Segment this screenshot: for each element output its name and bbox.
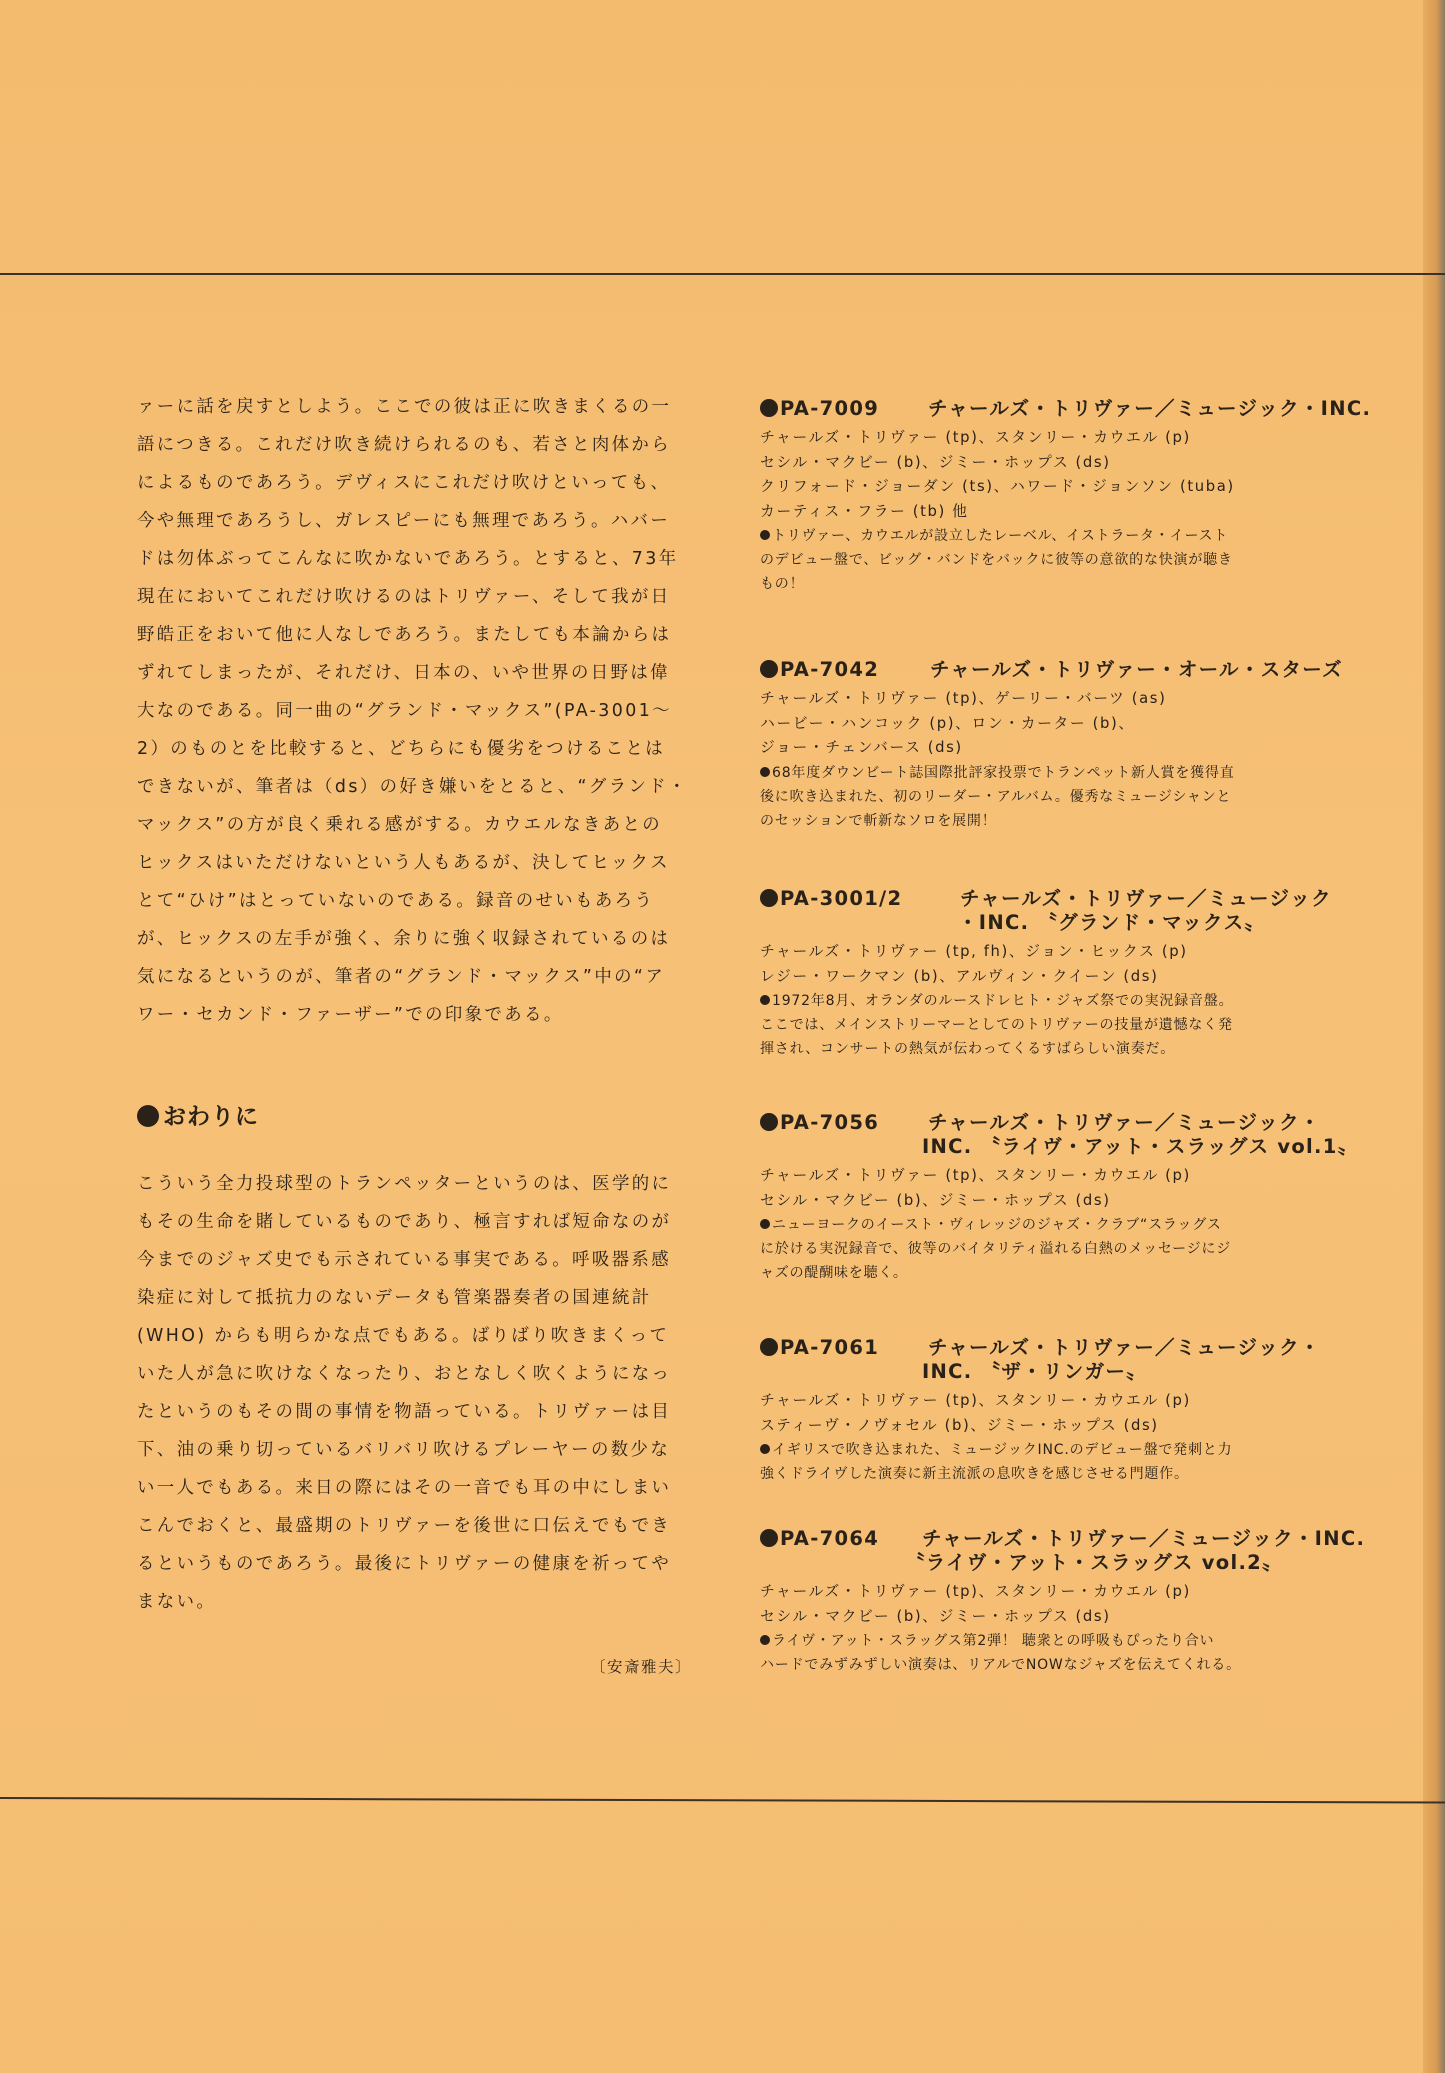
- note-line: 後に吹き込まれた、初のリーダー・アルバム。優秀なミュージシャンと: [760, 788, 1232, 805]
- record-entry: [760, 1337, 1360, 1486]
- note-line: ハードでみずみずしい演奏は、リアルでNOWなジャズを伝えてくれる。: [760, 1657, 1241, 1673]
- bullet-icon: [760, 995, 770, 1005]
- personnel-line: チャールズ・トリヴァー (tp)、スタンリー・カウエル (p): [760, 1583, 1191, 1600]
- text-line: 大なのである。同一曲の“グランド・マックス”(PA-3001〜: [137, 701, 672, 721]
- record-title-text: チャールズ・トリヴァー／ミュージック・: [928, 1336, 1321, 1359]
- note-line: のデビュー盤で、ビッグ・バンドをバックに彼等の意欲的な快演が聴き: [760, 552, 1233, 568]
- personnel-line: クリフォード・ジョーダン (ts)、ハワード・ジョンソン (tuba): [760, 478, 1235, 495]
- record-entry: [760, 888, 1360, 1061]
- record-entry: [760, 1527, 1366, 1677]
- text-line: 語につきる。これだけ吹き続けられるのも、若さと肉体から: [137, 435, 672, 455]
- personnel-line: チャールズ・トリヴァー (tp, fh)、ジョン・ヒックス (p): [760, 943, 1188, 960]
- personnel-list: [760, 1389, 1360, 1438]
- bullet-icon: [760, 1219, 770, 1229]
- personnel-line: チャールズ・トリヴァー (tp)、ゲーリー・バーツ (as): [760, 690, 1167, 707]
- personnel-line: チャールズ・トリヴァー (tp)、スタンリー・カウエル (p): [760, 1167, 1191, 1184]
- note-line: 揮され、コンサートの熱気が伝わってくるすばらしい演奏だ。: [760, 1041, 1176, 1057]
- personnel-line: ジョー・チェンバース (ds): [760, 739, 963, 756]
- text-line: い一人でもある。来日の際にはその一音でも耳の中にしまい: [137, 1478, 672, 1498]
- text-line: 気になるというのが、筆者の“グランド・マックス”中の“ア: [137, 967, 666, 987]
- note-line: 1972年8月、オランダのルースドレヒト・ジャズ祭での実況録音盤。: [772, 993, 1234, 1009]
- record-title: [760, 888, 1360, 910]
- bullet-icon: [760, 1529, 778, 1547]
- text-line: こういう全力投球型のトランペッターというのは、医学的に: [137, 1174, 672, 1194]
- bullet-icon: [760, 530, 770, 540]
- note-line: ここでは、メインストリーマーとしてのトリヴァーの技量が遺憾なく発: [760, 1017, 1233, 1033]
- record-notes: [760, 1213, 1360, 1285]
- note-line: ャズの醍醐味を聴く。: [760, 1265, 908, 1281]
- personnel-line: スティーヴ・ノヴォセル (b)、ジミー・ホップス (ds): [760, 1416, 1159, 1434]
- record-title-text: チャールズ・トリヴァー・オール・スターズ: [930, 658, 1343, 681]
- note-line: 強くドライヴした演奏に新主流派の息吹きを感じさせる門題作。: [760, 1466, 1189, 1482]
- top-rule: [0, 273, 1445, 275]
- text-line: ヒックスはいただけないという人もあるが、決してヒックス: [137, 853, 670, 873]
- catalog-number: PA-7056: [780, 1111, 880, 1134]
- record-title-text: チャールズ・トリヴァー／ミュージック・INC.: [928, 397, 1372, 420]
- personnel-line: セシル・マクビー (b)、ジミー・ホップス (ds): [760, 1191, 1111, 1209]
- text-line: ずれてしまったが、それだけ、日本の、いや世界の日野は偉: [137, 663, 670, 683]
- record-title: [760, 659, 1360, 681]
- record-title: [760, 1112, 1360, 1134]
- section-heading: [137, 1098, 259, 1131]
- bullet-icon: [760, 1338, 778, 1356]
- text-line: 下、油の乗り切っているバリバリ吹けるプレーヤーの数少な: [137, 1440, 671, 1460]
- personnel-line: カーティス・フラー (tb) 他: [760, 502, 969, 520]
- record-notes: [760, 1438, 1360, 1486]
- text-line: 今や無理であろうし、ガレスピーにも無理であろう。ハバー: [137, 511, 671, 531]
- bullet-icon: [137, 1105, 159, 1127]
- record-subtitle: INC. 〝ザ・リンガー〟: [922, 1360, 1147, 1383]
- text-line: 野皓正をおいて他に人なしであろう。またしても本論からは: [137, 625, 672, 645]
- text-line: によるものであろう。デヴィスにこれだけ吹けといっても、: [137, 473, 671, 493]
- personnel-list: [760, 687, 1360, 761]
- text-line: 現在においてこれだけ吹けるのはトリヴァー、そして我が日: [137, 587, 671, 607]
- record-title-text: チャールズ・トリヴァー／ミュージック: [960, 887, 1332, 910]
- bullet-icon: [760, 1444, 770, 1454]
- catalog-number: PA-7061: [780, 1336, 880, 1359]
- record-subtitle: INC. 〝ライヴ・アット・スラッグス vol.1〟: [922, 1135, 1359, 1158]
- record-title-text: チャールズ・トリヴァー／ミュージック・INC.: [922, 1527, 1366, 1550]
- catalog-number: PA-3001/2: [780, 887, 903, 910]
- record-subtitle: ・INC. 〝グランド・マックス〟: [958, 911, 1266, 934]
- record-notes: [760, 989, 1360, 1061]
- text-line: まない。: [137, 1592, 217, 1612]
- note-line: のセッションで斬新なソロを展開！: [760, 812, 997, 829]
- author-signature: 〔安斎雅夫〕: [590, 1658, 693, 1676]
- text-line: ドは勿体ぶってこんなに吹かないであろう。とすると、73年: [137, 549, 679, 569]
- record-notes: [760, 524, 1360, 596]
- record-entry: [760, 659, 1360, 833]
- record-notes: [760, 1629, 1360, 1677]
- record-entry: [760, 397, 1372, 596]
- personnel-list: [760, 1580, 1360, 1629]
- personnel-list: [760, 1164, 1360, 1213]
- text-line: いた人が急に吹けなくなったり、おとなしく吹くようになっ: [137, 1364, 672, 1384]
- bullet-icon: [760, 767, 770, 777]
- bullet-icon: [760, 1113, 778, 1131]
- text-line: 2）のものとを比較すると、どちらにも優劣をつけることは: [137, 739, 666, 759]
- text-line: ァーに話を戻すとしよう。ここでの彼は正に吹きまくるの一: [137, 397, 672, 417]
- text-line: が、ヒックスの左手が強く、余りに強く収録されているのは: [137, 929, 671, 949]
- personnel-line: チャールズ・トリヴァー (tp)、スタンリー・カウエル (p): [760, 429, 1191, 446]
- closing-paragraph: [137, 1165, 697, 1621]
- note-line: トリヴァー、カウエルが設立したレーベル、イストラータ・イースト: [772, 528, 1229, 544]
- text-line: ワー・セカンド・ファーザー”での印象である。: [137, 1005, 564, 1025]
- personnel-line: セシル・マクビー (b)、ジミー・ホップス (ds): [760, 453, 1111, 471]
- note-line: イギリスで吹き込まれた、ミュージックINC.のデビュー盤で発刺と力: [772, 1442, 1233, 1458]
- record-entry: [760, 1112, 1360, 1285]
- section-heading-text: おわりに: [163, 1104, 259, 1130]
- personnel-list: [760, 426, 1360, 524]
- note-line: ニューヨークのイースト・ヴィレッジのジャズ・クラブ“スラッグス: [772, 1217, 1222, 1233]
- essay-paragraph: [137, 388, 692, 1034]
- note-line: に於ける実況録音で、彼等のバイタリティ溢れる白熱のメッセージにジ: [760, 1241, 1232, 1257]
- personnel-line: チャールズ・トリヴァー (tp)、スタンリー・カウエル (p): [760, 1392, 1191, 1409]
- note-line: ライヴ・アット・スラッグス第2弾！ 聴衆との呼吸もぴったり合い: [772, 1633, 1215, 1649]
- personnel-line: ハービー・ハンコック (p)、ロン・カーター (b)、: [760, 714, 1135, 732]
- personnel-list: [760, 940, 1360, 989]
- text-line: 染症に対して抵抗力のないデータも管楽器奏者の国連統計: [137, 1288, 652, 1308]
- text-line: もその生命を賭しているものであり、極言すれば短命なのが: [137, 1212, 672, 1232]
- record-title-text: チャールズ・トリヴァー／ミュージック・: [928, 1111, 1321, 1134]
- catalog-number: PA-7064: [780, 1527, 880, 1550]
- text-line: るというものであろう。最後にトリヴァーの健康を祈ってや: [137, 1554, 672, 1574]
- personnel-line: レジー・ワークマン (b)、アルヴィン・クイーン (ds): [760, 967, 1159, 985]
- record-title: [760, 1337, 1360, 1359]
- text-line: 今までのジャズ史でも示されている事実である。呼吸器系感: [137, 1250, 672, 1270]
- record-title: [760, 1527, 1366, 1550]
- text-line: (WHO) からも明らかな点でもある。ばりばり吹きまくって: [137, 1326, 670, 1346]
- record-title: [760, 397, 1372, 420]
- text-line: とて“ひけ”はとっていないのである。録音のせいもあろう: [137, 891, 655, 911]
- record-notes: [760, 761, 1360, 833]
- catalog-number: PA-7042: [780, 658, 880, 681]
- text-line: マックス”の方が良く乗れる感がする。カウエルなきあとの: [137, 815, 663, 835]
- note-line: もの！: [760, 576, 805, 592]
- text-line: たというのもその間の事情を物語っている。トリヴァーは目: [137, 1402, 672, 1422]
- bullet-icon: [760, 399, 778, 417]
- page-edge: [1423, 0, 1445, 2073]
- bullet-icon: [760, 1635, 770, 1645]
- personnel-line: セシル・マクビー (b)、ジミー・ホップス (ds): [760, 1607, 1111, 1625]
- bullet-icon: [760, 660, 778, 678]
- catalog-number: PA-7009: [780, 397, 880, 420]
- record-subtitle: 〝ライヴ・アット・スラッグス vol.2〟: [905, 1551, 1283, 1574]
- text-line: できないが、筆者は（ds）の好き嫌いをとると、“グランド・: [137, 777, 688, 797]
- bullet-icon: [760, 889, 778, 907]
- text-line: こんでおくと、最盛期のトリヴァーを後世に口伝えでもでき: [137, 1516, 672, 1536]
- note-line: 68年度ダウンビート誌国際批評家投票でトランペット新人賞を獲得直: [772, 764, 1235, 781]
